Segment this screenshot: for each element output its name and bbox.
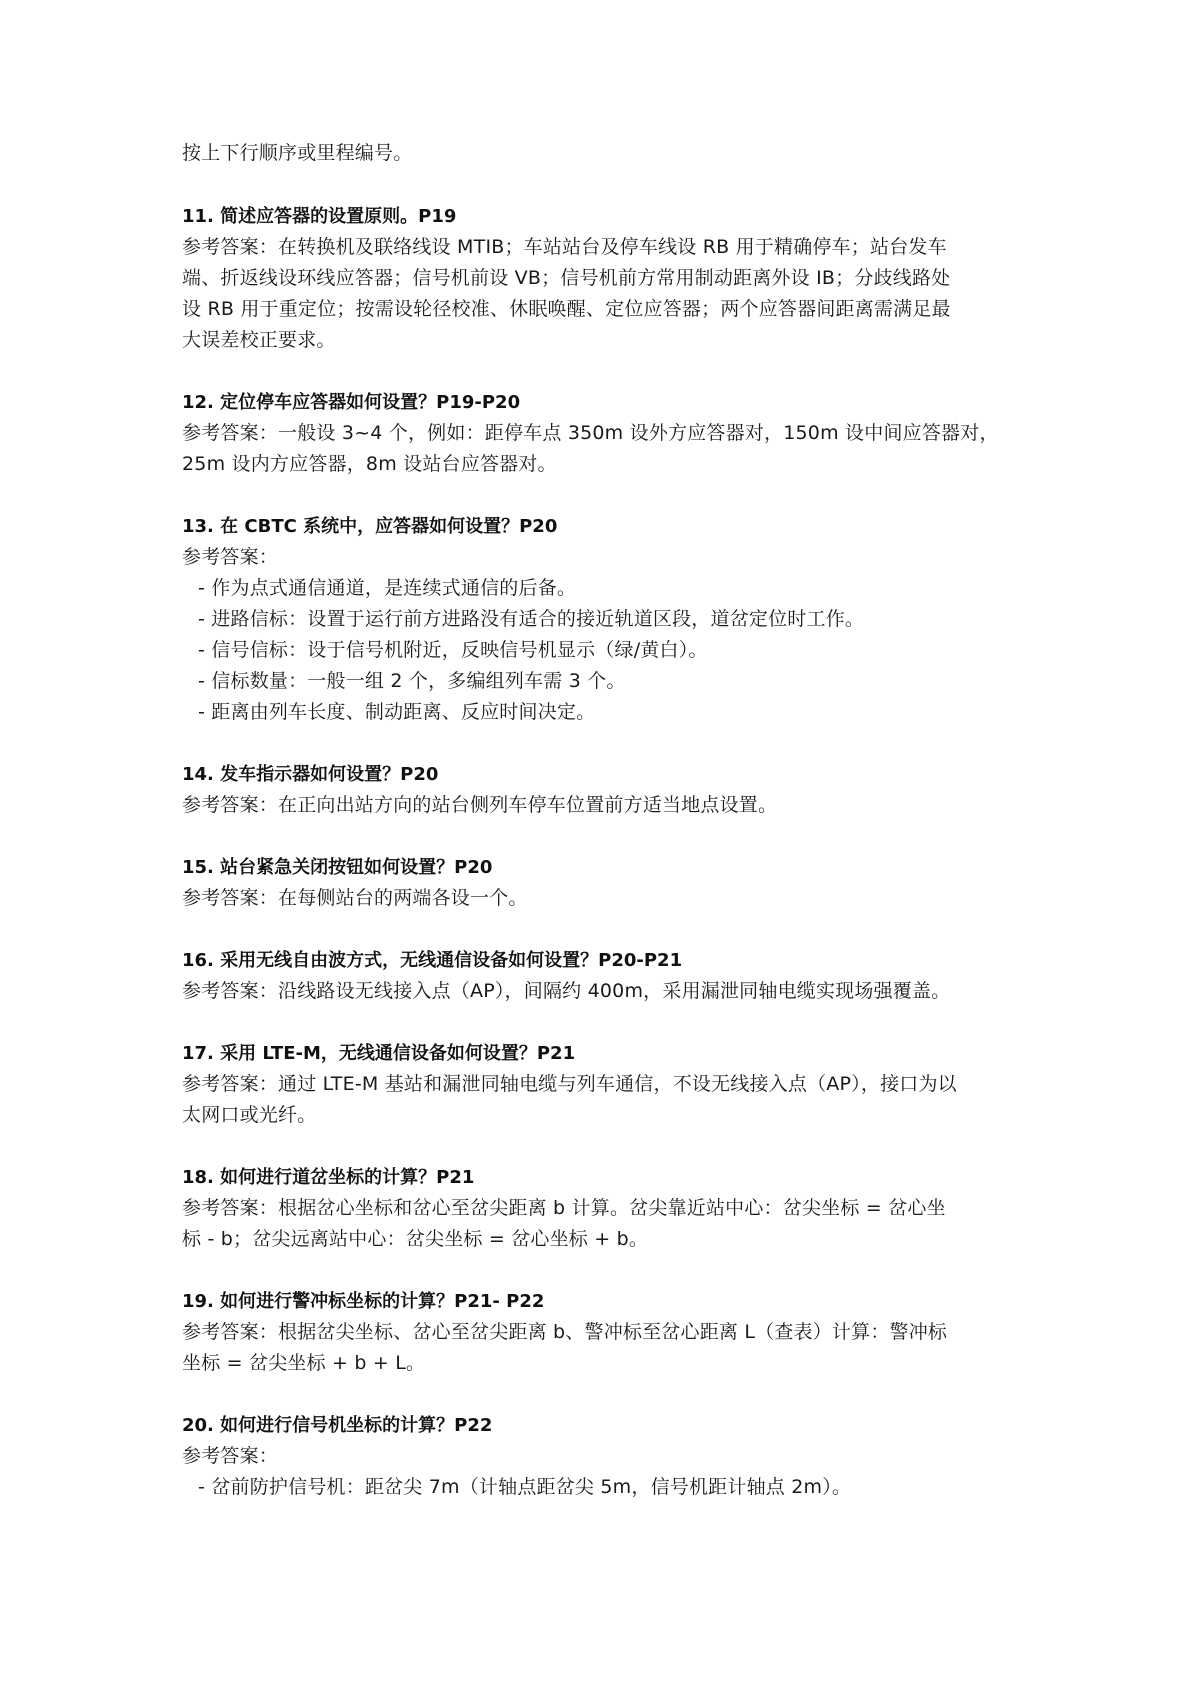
qa-item-19: [182, 1286, 1022, 1379]
answer-bullet: - 信标数量：一般一组 2 个，多编组列车需 3 个。: [198, 670, 626, 692]
answer-line: 坐标 = 岔尖坐标 + b + L。: [182, 1352, 426, 1374]
answer-line: 参考答案：通过 LTE-M 基站和漏泄同轴电缆与列车通信，不设无线接入点（AP），接口为以: [182, 1073, 957, 1095]
answer-bullet: - 距离由列车长度、制动距离、反应时间决定。: [198, 701, 596, 723]
question-heading: 17. 采用 LTE-M，无线通信设备如何设置？P21: [182, 1043, 576, 1064]
document-page: [182, 138, 1022, 1534]
qa-item-13: [182, 511, 1022, 728]
question-heading: 12. 定位停车应答器如何设置？P19-P20: [182, 392, 521, 413]
question-heading: 13. 在 CBTC 系统中，应答器如何设置？P20: [182, 516, 558, 537]
qa-item-11: [182, 201, 1022, 356]
answer-line: 参考答案：沿线路设无线接入点（AP），间隔约 400m，采用漏泄同轴电缆实现场强覆盖。: [182, 980, 951, 1002]
qa-item-16: [182, 945, 1022, 1007]
qa-item-15: [182, 852, 1022, 914]
answer-line: 参考答案：在正向出站方向的站台侧列车停车位置前方适当地点设置。: [182, 794, 778, 816]
intro-text: 按上下行顺序或里程编号。: [182, 142, 413, 164]
question-heading: 18. 如何进行道岔坐标的计算？P21: [182, 1167, 475, 1188]
qa-item-18: [182, 1162, 1022, 1255]
answer-line: 参考答案：在转换机及联络线设 MTIB；车站站台及停车线设 RB 用于精确停车；站台发车: [182, 236, 947, 258]
qa-item-17: [182, 1038, 1022, 1131]
question-heading: 15. 站台紧急关闭按钮如何设置？P20: [182, 857, 493, 878]
answer-bullet: - 进路信标：设置于运行前方进路没有适合的接近轨道区段，道岔定位时工作。: [198, 608, 865, 630]
answer-line: 参考答案：一般设 3~4 个，例如：距停车点 350m 设外方应答器对，150m 设中间应答器对，: [182, 422, 999, 444]
answer-bullet: - 信号信标：设于信号机附近，反映信号机显示（绿/黄白）。: [198, 639, 708, 661]
qa-item-20: [182, 1410, 1022, 1503]
qa-item-14: [182, 759, 1022, 821]
answer-bullet: - 岔前防护信号机：距岔尖 7m（计轴点距岔尖 5m，信号机距计轴点 2m）。: [198, 1476, 852, 1498]
answer-line: 参考答案：根据岔尖坐标、岔心至岔尖距离 b、警冲标至岔心距离 L（查表）计算：警冲标: [182, 1321, 948, 1343]
answer-bullet: - 作为点式通信通道，是连续式通信的后备。: [198, 577, 577, 599]
question-heading: 19. 如何进行警冲标坐标的计算？P21- P22: [182, 1291, 545, 1312]
answer-line: 25m 设内方应答器，8m 设站台应答器对。: [182, 453, 557, 475]
question-heading: 20. 如何进行信号机坐标的计算？P22: [182, 1415, 493, 1436]
answer-line: 端、折返线设环线应答器；信号机前设 VB；信号机前方常用制动距离外设 IB；分歧线路处: [182, 267, 951, 289]
answer-line: 标 - b；岔尖远离站中心：岔尖坐标 = 岔心坐标 + b。: [182, 1228, 649, 1250]
answer-line: 参考答案：: [182, 546, 279, 568]
qa-item-12: [182, 387, 1022, 480]
answer-line: 参考答案：: [182, 1445, 279, 1467]
answer-line: 设 RB 用于重定位；按需设轮径校准、休眠唤醒、定位应答器；两个应答器间距离需满足最: [182, 298, 951, 320]
answer-line: 参考答案：根据岔心坐标和岔心至岔尖距离 b 计算。岔尖靠近站中心：岔尖坐标 = 岔心坐: [182, 1197, 946, 1219]
question-heading: 16. 采用无线自由波方式，无线通信设备如何设置？P20-P21: [182, 950, 683, 971]
question-heading: 14. 发车指示器如何设置？P20: [182, 764, 439, 785]
answer-line: 太网口或光纤。: [182, 1104, 317, 1126]
answer-line: 大误差校正要求。: [182, 329, 336, 351]
answer-line: 参考答案：在每侧站台的两端各设一个。: [182, 887, 528, 909]
question-heading: 11. 简述应答器的设置原则。P19: [182, 206, 457, 227]
